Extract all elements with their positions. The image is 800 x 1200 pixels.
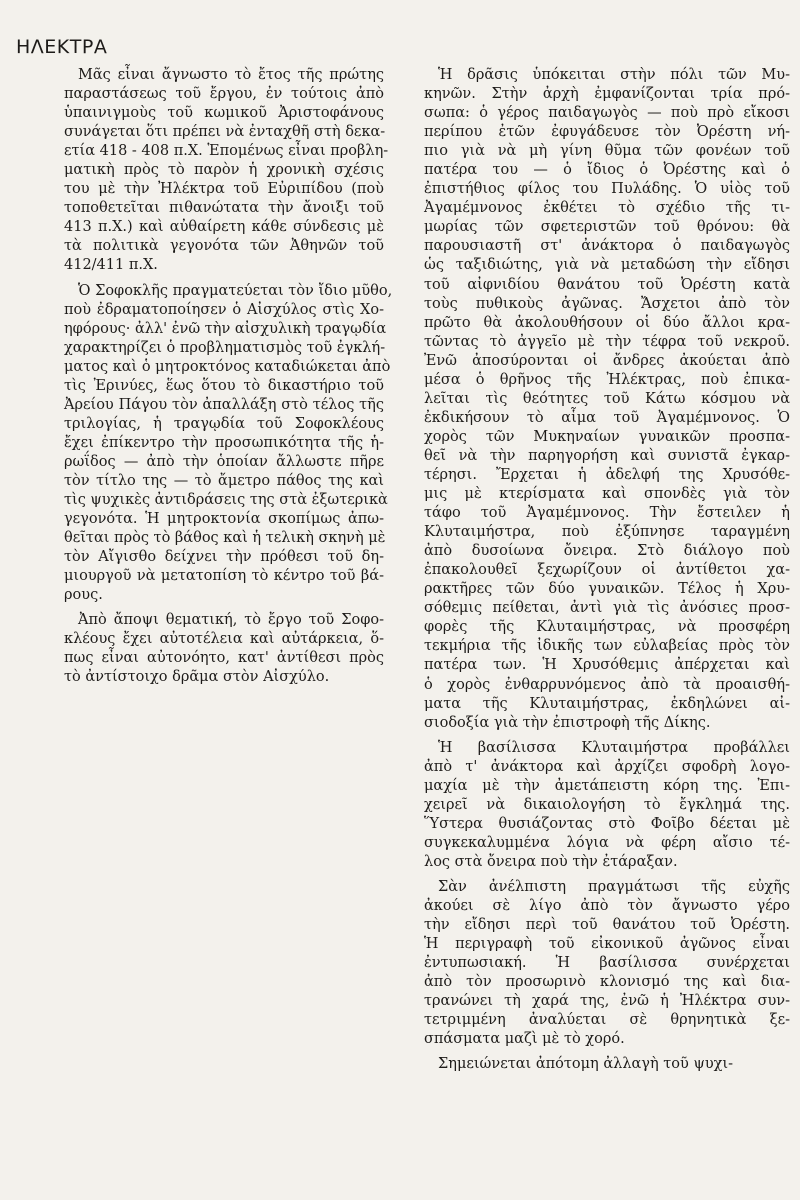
paragraph xyxy=(424,739,790,872)
text-line: ετία 418 - 408 π.Χ. Ἑπομένως εἶναι προβλη- xyxy=(64,143,389,160)
text-line: τῶντας τὸ ἀγγεῖο μὲ τὴν τέφρα τοῦ νεκροῦ. xyxy=(424,333,790,350)
text-line: πιο γιὰ νὰ μὴ γίνη θῦμα τῶν φονέων τοῦ xyxy=(424,143,790,160)
paragraph xyxy=(64,66,389,276)
text-line: συνάγεται ὅτι πρέπει νὰ ἐνταχθῆ στὴ δεκα- xyxy=(64,124,386,141)
text-line: τοὺς πυθικοὺς ἀγῶνας. Ἄσχετοι ἀπὸ τὸν xyxy=(424,295,790,312)
text-line: πρῶτο θὰ ἀκολουθήσουν οἱ δύο ἄλλοι κρα- xyxy=(424,314,790,331)
text-line: λος στὰ ὄνειρα ποὺ τὴν ἐτάραξαν. xyxy=(424,853,678,870)
paragraph xyxy=(424,1055,790,1074)
text-line: ὑπαινιγμοὺς τοῦ κωμικοῦ Ἀριστοφάνους xyxy=(64,105,384,122)
text-line: Κλυταιμήστρα, ποὺ ἐξύπνησε ταραγμένη xyxy=(424,524,790,541)
text-line: φορὲς τῆς Κλυταιμήστρας, νὰ προσφέρη xyxy=(424,619,790,636)
text-line: τὶς Ἐρινύες, ἕως ὅτου τὸ δικαστήριο τοῦ xyxy=(64,377,384,394)
text-line: σπάσματα μαζὶ μὲ τὸ χορό. xyxy=(424,1031,625,1048)
text-line: πως εἶναι αὐτονόητο, κατ' ἀντίθεσι πρὸς xyxy=(64,650,384,667)
paragraph xyxy=(64,611,384,687)
text-line: ἐντυπωσιακή. Ἡ βασίλισσα συνέρχεται xyxy=(424,955,790,972)
text-line: μωρίας τῶν σφετεριστῶν τοῦ θρόνου: θὰ xyxy=(424,219,790,236)
text-line: Σὰν ἀνέλπιστη πραγμάτωσι τῆς εὐχῆς xyxy=(438,878,790,895)
text-line: σωπα: ὁ γέρος παιδαγωγὸς — ποὺ πρὸ εἴκοσι xyxy=(424,105,790,122)
text-line: λεῖται τὶς θεότητες τοῦ Κάτω κόσμου νὰ xyxy=(424,390,790,407)
text-line: Ἀπὸ ἄποψι θεματική, τὸ ἔργο τοῦ Σοφο- xyxy=(78,612,384,629)
text-line: πατέρα των. Ἡ Χρυσόθεμις ἀπέρχεται καὶ xyxy=(424,657,790,674)
text-line: ἀπὸ τὸν προσωρινὸ κλονισμό της καὶ δια- xyxy=(424,974,790,991)
text-line: χειρεῖ νὰ δικαιολογήση τὸ ἔγκλημά της. xyxy=(424,796,790,813)
text-line: τεκμήρια τῆς ἰδικῆς των εὐλαβείας πρὸς τὸν xyxy=(424,638,790,655)
text-line: τὸν τίτλο της — τὸ ἄμετρο πάθος της καὶ xyxy=(64,472,384,489)
text-line: Ἡ περιγραφὴ τοῦ εἰκονικοῦ ἀγῶνος εἶναι xyxy=(424,936,790,953)
text-line: Ἀγαμέμνονος ἐκθέτει τὸ σχέδιο τῆς τι- xyxy=(424,200,790,217)
text-line: του μὲ τὴν Ἠλέκτρα τοῦ Εὐριπίδου (ποὺ xyxy=(64,181,384,198)
text-line: τάφο τοῦ Ἀγαμέμνονος. Τὴν ἔστειλεν ἡ xyxy=(424,505,790,522)
paragraph xyxy=(424,66,790,733)
text-line: Ὁ Σοφοκλῆς πραγματεύεται τὸν ἴδιο μῦθο, xyxy=(78,282,393,299)
text-line: γεγονότα. Ἡ μητροκτονία σκοπίμως ἀπω- xyxy=(64,511,384,528)
text-line: χορὸς τῶν Μυκηναίων γυναικῶν προσπα- xyxy=(424,428,790,445)
text-line: Ἐνῶ ἀποσύρονται οἱ ἄνδρες ἀκούεται ἀπὸ xyxy=(424,352,790,369)
paragraph xyxy=(64,282,393,606)
text-line: τὴν εἴδησι περὶ τοῦ θανάτου τοῦ Ὀρέστη. xyxy=(424,917,790,934)
text-line: θεῖται πρὸς τὸ βάθος καὶ ἡ τελικὴ σκηνὴ μὲ xyxy=(64,530,386,547)
text-line: θεῖ νὰ τὴν παρηγορήση καὶ συνιστᾶ ἐγκαρ- xyxy=(424,447,790,464)
text-line: τοποθετεῖται πιθανώτατα τὴν ἄνοιξι τοῦ xyxy=(64,200,384,217)
text-line: Ὕστερα θυσιάζοντας στὸ Φοῖβο δέεται μὲ xyxy=(424,815,790,832)
text-line: παραστάσεως τοῦ ἔργου, ἐν τούτοις ἀπὸ xyxy=(64,86,384,103)
text-line: μέσα ὁ θρῆνος τῆς Ἠλέκτρας, ποὺ ἐπικα- xyxy=(424,371,790,388)
text-line: κλέους ἔχει αὐτοτέλεια καὶ αὐτάρκεια, ὅ- xyxy=(64,631,384,648)
text-line: ρωΐδος — ἀπὸ τὴν ὁποίαν ἄλλωστε πῆρε xyxy=(64,453,384,470)
text-line: τρανώνει τὴ χαρά της, ἐνῶ ἡ Ἠλέκτρα συν- xyxy=(424,993,790,1010)
text-line: σιοδοξία γιὰ τὴν ἐπιστροφὴ τῆς Δίκης. xyxy=(424,714,711,731)
text-line: τριλογίας, ἡ τραγῳδία τοῦ Σοφοκλέους xyxy=(64,415,384,432)
text-line: μαχία μὲ τὴν ἀμετάπειστη κόρη της. Ἐπι- xyxy=(424,777,790,794)
text-line: τὶς ψυχικὲς ἀντιδράσεις της στὰ ἐξωτερικὰ xyxy=(64,492,388,509)
text-line: τὸ ἀντίστοιχο δρᾶμα στὸν Αἰσχύλο. xyxy=(64,669,330,686)
text-line: ἔχει ἐπίκεντρο τὴν προσωπικότητα τῆς ἡ- xyxy=(64,434,384,451)
text-line: ρους. xyxy=(64,587,103,604)
text-line: Ἀρείου Πάγου τὸν ἀπαλλάξη στὸ τέλος τῆς xyxy=(64,396,384,413)
text-line: Ἡ βασίλισσα Κλυταιμήστρα προβάλλει xyxy=(438,739,790,756)
text-line: τὰ πολιτικὰ γεγονότα τῶν Ἀθηνῶν τοῦ xyxy=(64,238,384,255)
text-line: ἐκδικήσουν τὸ αἷμα τοῦ Ἀγαμέμνονος. Ὁ xyxy=(424,409,790,426)
text-line: συγκεκαλυμμένα λόγια νὰ φέρη αἴσιο τέ- xyxy=(424,834,790,851)
text-line: Μᾶς εἶναι ἄγνωστο τὸ ἔτος τῆς πρώτης xyxy=(78,67,384,83)
text-line: τὸν Αἴγισθο δείχνει τὴν πρόθεσι τοῦ δη- xyxy=(64,549,384,566)
text-line: τετριμμένη ἀναλύεται σὲ θρηνητικὰ ξε- xyxy=(424,1012,790,1029)
text-line: Σημειώνεται ἀπότομη ἀλλαγὴ τοῦ ψυχι- xyxy=(438,1056,733,1073)
text-line: μιουργοῦ νὰ μετατοπίση τὸ κέντρο τοῦ βά- xyxy=(64,568,384,585)
text-line: ἐπιστήθιος φίλος του Πυλάδης. Ὁ υἱὸς τοῦ xyxy=(424,181,790,198)
page-title: ΗΛΕΚΤΡΑ xyxy=(16,36,108,58)
text-line: ἀπὸ τ' ἀνάκτορα καὶ ἀρχίζει σφοδρὴ λογο- xyxy=(424,758,790,775)
text-line: παρουσιαστῆ στ' ἀνάκτορα ὁ παιδαγωγὸς xyxy=(424,238,790,255)
text-line: τοῦ αἰφνιδίου θανάτου τοῦ Ὀρέστη κατὰ xyxy=(424,276,790,293)
text-line: πατέρα του — ὁ ἴδιος ὁ Ὀρέστης καὶ ὁ xyxy=(424,162,790,179)
text-line: ηφόρους· ἀλλ' ἐνῶ τὴν αἰσχυλικὴ τραγῳδία xyxy=(64,320,387,337)
text-line: ματικὴ πρὸς τὸ παρὸν ἡ χρονικὴ σχέσις xyxy=(64,162,384,179)
text-line: ἐπακολουθεῖ ξεχωρίζουν οἱ ἀντίθετοι χα- xyxy=(424,562,790,579)
text-line: ἀκούει σὲ λίγο ἀπὸ τὸν ἄγνωστο γέρο xyxy=(424,898,790,915)
text-line: ποὺ ἐδραματοποίησεν ὁ Αἰσχύλος στὶς Χο- xyxy=(64,301,384,318)
paragraph xyxy=(424,878,790,1049)
text-line: τέρησι. Ἔρχεται ἡ ἀδελφή της Χρυσόθε- xyxy=(424,466,790,483)
right-column xyxy=(424,66,790,1074)
text-line: ὁ χορὸς ἐνθαρρυνόμενος ἀπὸ τὰ προαισθή- xyxy=(424,676,790,693)
text-line: Ἡ δρᾶσις ὑπόκειται στὴν πόλι τῶν Μυ- xyxy=(438,67,790,83)
text-line: μις μὲ κτερίσματα καὶ σπονδὲς γιὰ τὸν xyxy=(424,486,790,503)
text-line: χαρακτηρίζει ὁ προβληματισμὸς τοῦ ἐγκλή- xyxy=(64,339,386,356)
text-line: περίπου ἐτῶν ἐφυγάδευσε τὸν Ὀρέστη νή- xyxy=(424,124,790,141)
text-line: 412/411 π.Χ. xyxy=(64,257,158,274)
text-line: 413 π.Χ.) καὶ αὐθαίρετη κάθε σύνδεσις μὲ xyxy=(64,219,384,236)
text-line: ἀπὸ δυσοίωνα ὄνειρα. Στὸ διάλογο ποὺ xyxy=(424,543,790,560)
text-line: κηνῶν. Στὴν ἀρχὴ ἐμφανίζονται τρία πρό- xyxy=(424,86,790,103)
left-column xyxy=(64,66,393,688)
text-line: ρακτῆρες τῶν δύο γυναικῶν. Τέλος ἡ Χρυ- xyxy=(424,581,790,598)
text-line: ὡς ταξιδιώτης, γιὰ νὰ μεταδώση τὴν εἴδησι xyxy=(424,257,790,274)
text-line: ματα τῆς Κλυταιμήστρας, ἐκδηλώνει αἰ- xyxy=(424,695,790,712)
text-line: σόθεμις πείθεται, ἀντὶ γιὰ τὶς ἀνόσιες προσ- xyxy=(424,600,790,617)
text-line: ματος καὶ ὁ μητροκτόνος καταδιώκεται ἀπὸ xyxy=(64,358,391,375)
